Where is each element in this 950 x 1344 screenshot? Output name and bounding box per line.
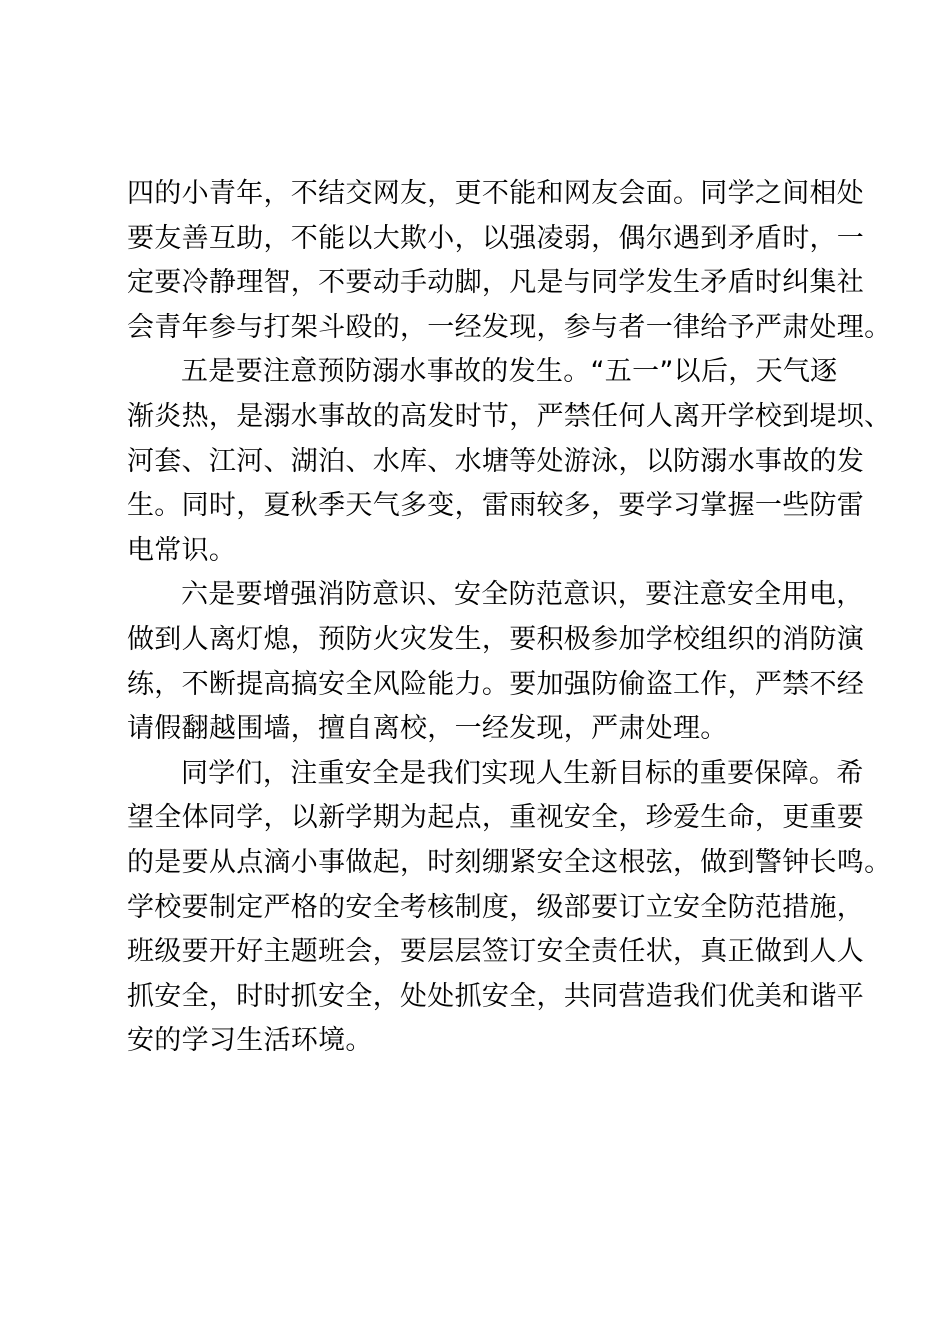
text-line: 抓安全，时时抓安全，处处抓安全，共同营造我们优美和谐平 — [127, 980, 865, 1012]
text-line: 望全体同学，以新学期为起点，重视安全，珍爱生命，更重要 — [127, 802, 865, 834]
text-line: 会青年参与打架斗殴的，一经发现，参与者一律给予严肃处理。 — [127, 311, 892, 343]
text-line: 电常识。 — [127, 534, 237, 566]
text-line: 做到人离灯熄，预防火灾发生，要积极参加学校组织的消防演 — [127, 623, 865, 655]
text-line: 河套、江河、湖泊、水库、水塘等处游泳，以防溺水事故的发 — [127, 445, 865, 477]
text-line: 班级要开好主题班会，要层层签订安全责任状，真正做到人人 — [127, 936, 865, 968]
paragraph-first-line: 同学们，注重安全是我们实现人生新目标的重要保障。希 — [181, 757, 864, 789]
document-body — [127, 172, 892, 1064]
text-line: 生。同时，夏秋季天气多变，雷雨较多，要学习掌握一些防雷 — [127, 490, 865, 522]
text-line: 安的学习生活环境。 — [127, 1025, 373, 1057]
text-line: 四的小青年，不结交网友，更不能和网友会面。同学之间相处 — [127, 178, 865, 209]
text-line: 的是要从点滴小事做起，时刻绷紧安全这根弦，做到警钟长鸣。 — [127, 846, 892, 878]
text-line: 要友善互助，不能以大欺小，以强凌弱，偶尔遇到矛盾时，一 — [127, 222, 865, 254]
paragraph-first-line: 五是要注意预防溺水事故的发生。“五一”以后，天气逐 — [181, 356, 838, 388]
paragraph-first-line: 六是要增强消防意识、安全防范意识，要注意安全用电， — [181, 579, 864, 611]
text-line: 请假翻越围墙，擅自离校，一经发现，严肃处理。 — [127, 713, 728, 745]
text-line: 学校要制定严格的安全考核制度，级部要订立安全防范措施， — [127, 891, 865, 923]
text-line: 定要冷静理智，不要动手动脚，凡是与同学发生矛盾时纠集社 — [127, 267, 865, 299]
text-line: 渐炎热，是溺水事故的高发时节，严禁任何人离开学校到堤坝、 — [127, 400, 892, 432]
text-line: 练，不断提高搞安全风险能力。要加强防偷盗工作，严禁不经 — [127, 668, 865, 700]
